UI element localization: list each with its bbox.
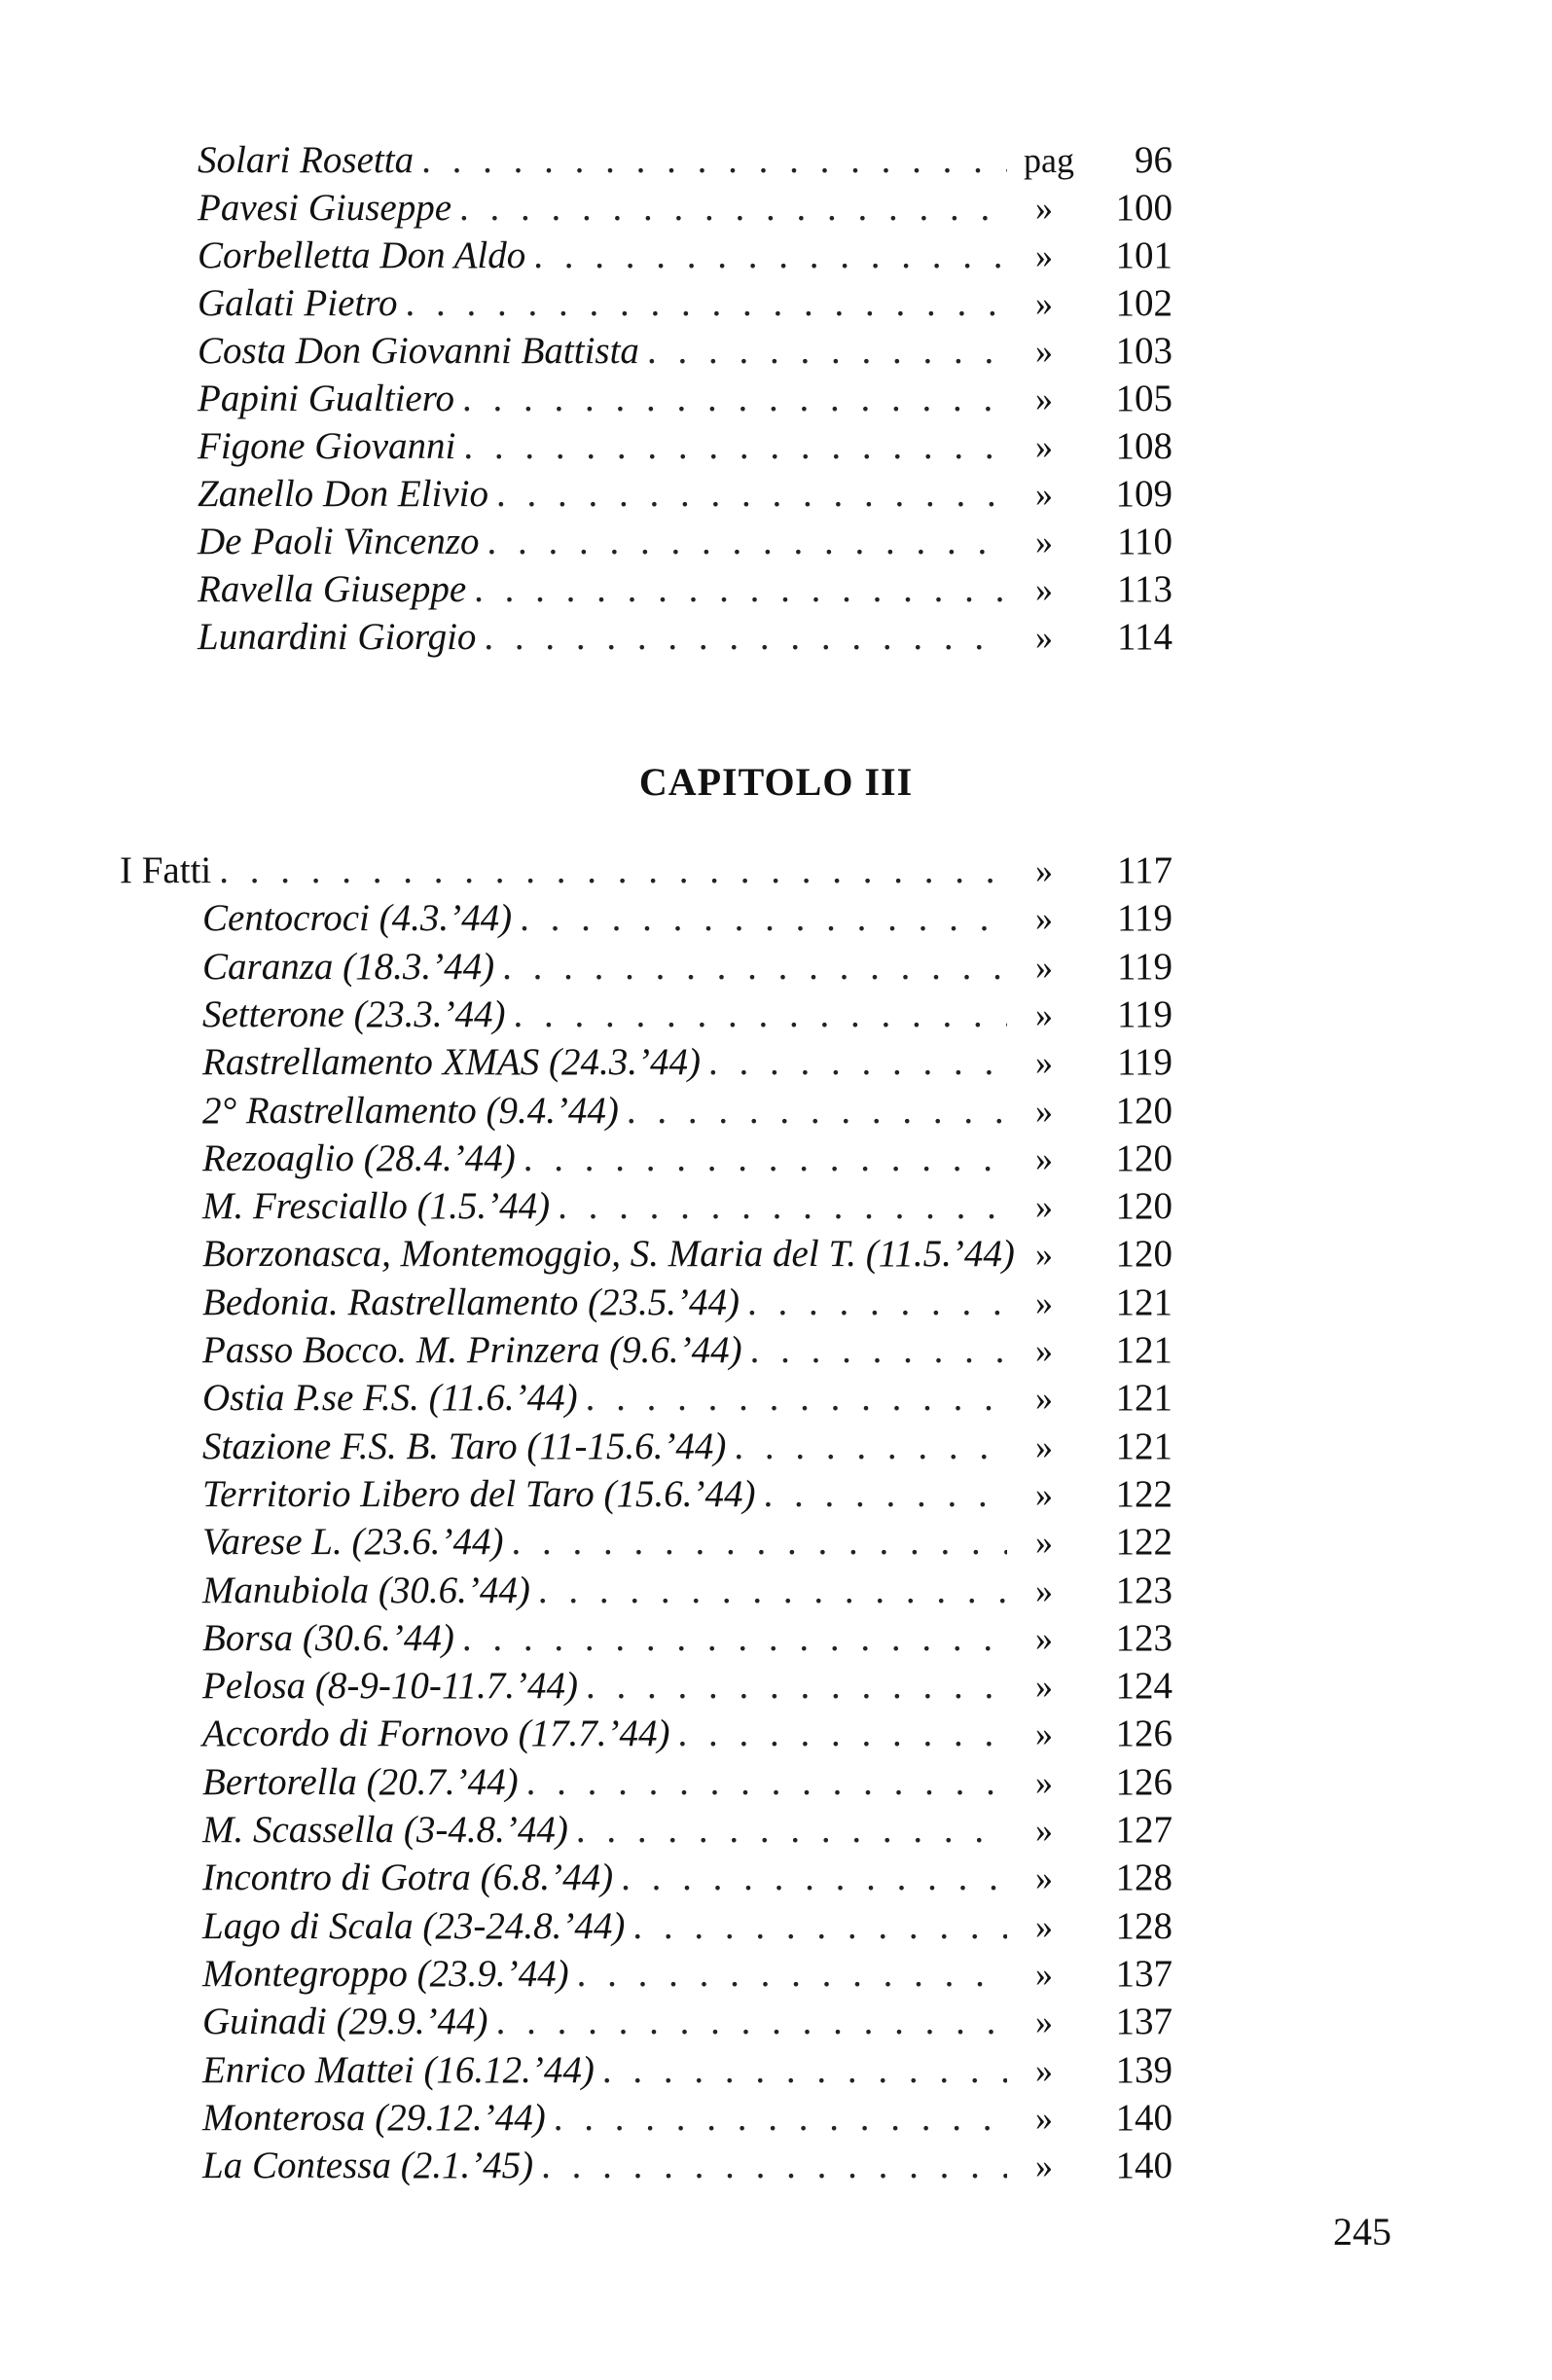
toc-entry-title: Galati Pietro [198,282,398,324]
toc-entry [202,2094,1187,2143]
dot-leader [734,1423,1007,1471]
toc-page-number: 128 [1115,1904,1173,1947]
toc-entry-title: Pelosa (8-9-10-11.7.’44) [202,1665,578,1708]
dot-leader [421,136,1007,185]
toc-page-number: 119 [1116,1041,1173,1084]
page-ref-marker: » [1035,1282,1053,1322]
dot-leader [708,1038,1007,1087]
toc-entry-title: Solari Rosetta [198,139,415,181]
toc-page-number: 120 [1115,1233,1173,1276]
toc-page-number: 140 [1115,2096,1173,2139]
toc-entry [198,279,1187,328]
toc-entry-title: Zanello Don Elivio [198,473,488,515]
toc-entry [202,1662,1187,1711]
dot-leader [219,847,1007,895]
toc-entry [202,1518,1187,1567]
toc-page-number: 139 [1115,2048,1173,2091]
toc-page-number: 120 [1115,1185,1173,1228]
toc-entry-title: Corbelletta Don Aldo [198,234,526,276]
page-ref-marker: » [1035,1474,1053,1514]
page-ref-marker: » [1035,1331,1053,1370]
toc-page-number: 119 [1116,945,1173,988]
toc-page-number: 96 [1135,139,1173,181]
toc-entry-title: Figone Giovanni [198,425,456,467]
dot-leader [474,565,1007,614]
page-ref-marker: » [1035,618,1053,657]
page-ref-marker: » [1035,379,1053,418]
toc-entry [202,1279,1187,1327]
page-ref-marker: » [1035,1954,1053,1994]
dot-leader [484,613,1007,662]
toc-entry-title: Incontro di Gotra (6.8.’44) [202,1857,614,1899]
toc-page-number: 124 [1115,1665,1173,1708]
dot-leader [462,1614,1007,1663]
page-ref-marker: » [1035,1523,1053,1563]
toc-page-number: 120 [1115,1136,1173,1179]
toc-entry [202,1806,1187,1855]
toc-entry [198,565,1187,614]
page-ref-marker: » [1035,1043,1053,1083]
toc-entry-title: Pavesi Giuseppe [198,187,452,229]
toc-page-number: 105 [1115,378,1173,419]
toc-page-number: 121 [1115,1280,1173,1323]
dot-leader [541,2142,1007,2190]
toc-entry [202,1950,1187,1999]
page-ref-marker: » [1035,1762,1053,1802]
toc-entry [198,184,1187,233]
toc-entry [198,470,1187,519]
dot-leader [487,518,1007,566]
toc-entry-title: M. Fresciallo (1.5.’44) [202,1185,551,1228]
toc-entry [202,894,1187,943]
dot-leader [627,1087,1007,1136]
chapter-heading: CAPITOLO III [638,760,914,804]
toc-entry [202,1374,1187,1423]
page-ref-marker: » [1035,2098,1053,2138]
page-ref-marker: » [1035,1235,1053,1275]
page-ref-marker: » [1035,475,1053,514]
toc-entry-title: Accordo di Fornovo (17.7.’44) [202,1713,670,1755]
toc-entry-title: Enrico Mattei (16.12.’44) [202,2048,595,2091]
toc-entry-title: Rastrellamento XMAS (24.3.’44) [202,1041,701,1084]
toc-entry-title: Territorio Libero del Taro (15.6.’44) [202,1472,756,1515]
page-ref-marker: » [1035,1667,1053,1707]
page-ref-marker: » [1035,1187,1053,1227]
toc-page-number: 103 [1115,330,1173,372]
toc-entry [202,1038,1187,1087]
toc-page-number: 110 [1116,521,1173,562]
toc-page-number: 113 [1116,568,1173,610]
toc-page-number: 121 [1115,1424,1173,1467]
toc-entry-title: I Fatti [120,849,212,891]
toc-page-number: 137 [1115,2001,1173,2043]
toc-entry [198,613,1187,662]
toc-entry-title: Bedonia. Rastrellamento (23.5.’44) [202,1280,740,1323]
dot-leader [576,1806,1007,1855]
page-ref-marker: » [1035,1858,1053,1898]
toc-entry-title: Montegroppo (23.9.’44) [202,1952,569,1995]
page-ref-marker: » [1035,994,1053,1034]
toc-entry [202,2142,1187,2190]
toc-entry-title: La Contessa (2.1.’45) [202,2145,534,2187]
page-ref-marker: » [1035,1138,1053,1178]
toc-entry [198,327,1187,376]
toc-entry [202,1854,1187,1902]
toc-page-number: 100 [1115,187,1173,229]
toc-entry [198,375,1187,423]
dot-leader [747,1279,1007,1327]
dot-leader [523,1135,1007,1183]
toc-entry [202,1614,1187,1663]
toc-entry [202,1470,1187,1519]
toc-entry-title: Centocroci (4.3.’44) [202,897,513,940]
page-ref-marker: » [1035,2146,1053,2186]
toc-entry-title: Lunardini Giorgio [198,616,477,658]
dot-leader [462,375,1007,423]
page-ref-marker: » [1035,851,1053,890]
dot-leader [514,991,1007,1039]
page-ref-marker: » [1035,570,1053,609]
dot-leader [602,2046,1007,2095]
dot-leader [496,470,1007,519]
toc-entry [120,847,1187,895]
toc-page-number: 127 [1115,1809,1173,1851]
toc-page-number: 109 [1115,473,1173,515]
page-ref-marker: » [1035,1906,1053,1946]
toc-entry-title: Papini Gualtiero [198,378,454,419]
toc-page-number: 123 [1115,1569,1173,1611]
toc-entry-title: Caranza (18.3.’44) [202,945,495,988]
toc-entry-title: 2° Rastrellamento (9.4.’44) [202,1089,619,1132]
toc-entry [202,1135,1187,1183]
page-ref-marker: » [1035,2002,1053,2042]
toc-entry [202,1423,1187,1471]
toc-page-number: 119 [1116,897,1173,940]
page-ref-marker: » [1035,1570,1053,1610]
toc-page-number: 121 [1115,1329,1173,1371]
dot-leader [502,943,1007,992]
dot-leader [763,1470,1007,1519]
page-ref-marker: » [1035,1618,1053,1658]
toc-page-number: 122 [1115,1472,1173,1515]
page-ref-marker: » [1035,236,1053,275]
dot-leader [511,1518,1007,1567]
page-number: 245 [1333,2210,1391,2254]
toc-entry-title: Ostia P.se F.S. (11.6.’44) [202,1377,578,1420]
toc-entry [202,943,1187,992]
toc-entry-title: Varese L. (23.6.’44) [202,1521,504,1564]
dot-leader [554,2094,1007,2143]
page-ref-marker: » [1035,1379,1053,1419]
dot-leader [750,1326,1007,1375]
toc-entry [198,232,1187,280]
page-ref-marker: » [1035,284,1053,323]
page-ref-marker: » [1035,427,1053,466]
toc-page-number: 108 [1115,425,1173,467]
toc-entry [202,991,1187,1039]
dot-leader [538,1567,1007,1615]
toc-entry [202,1710,1187,1758]
dot-leader [577,1950,1007,1999]
toc-page-number: 137 [1115,1952,1173,1995]
page-ref-marker: » [1035,523,1053,561]
toc-page-number: 119 [1116,992,1173,1035]
toc-entry [198,422,1187,471]
toc-entry [202,1902,1187,1951]
toc-page-number: 126 [1115,1713,1173,1755]
toc-entry-title: Setterone (23.3.’44) [202,992,506,1035]
page-ref-marker: » [1035,899,1053,939]
dot-leader [586,1662,1007,1711]
toc-entry-title: Bertorella (20.7.’44) [202,1760,519,1803]
toc-entry [202,1758,1187,1807]
dot-leader [647,327,1007,376]
toc-page-number: 101 [1115,234,1173,276]
toc-page-number: 120 [1115,1089,1173,1132]
dot-leader [533,232,1007,280]
toc-entry [202,1567,1187,1615]
dot-leader [405,279,1007,328]
toc-entry-title: Guinadi (29.9.’44) [202,2001,488,2043]
page-ref-marker: » [1035,947,1053,987]
toc-entry-title: Passo Bocco. M. Prinzera (9.6.’44) [202,1329,742,1371]
page-ref-marker: pag [1024,141,1074,180]
toc-page-number: 128 [1115,1857,1173,1899]
toc-entry-title: M. Scassella (3-4.8.’44) [202,1809,568,1851]
toc-entry-title: Costa Don Giovanni Battista [198,330,639,372]
toc-entry-title: Manubiola (30.6.’44) [202,1569,530,1611]
page-ref-marker: » [1035,332,1053,371]
toc-entry [202,1326,1187,1375]
dot-leader [678,1710,1007,1758]
toc-page-number: 123 [1115,1616,1173,1659]
toc-page-number: 126 [1115,1760,1173,1803]
toc-entry-title: Borzonasca, Montemoggio, S. Maria del T. (11.5.’44) [202,1233,1015,1276]
dot-leader [520,894,1007,943]
page-ref-marker: » [1035,189,1053,228]
dot-leader [632,1902,1007,1951]
toc-entry [198,136,1187,185]
toc-entry [202,2046,1187,2095]
page-ref-marker: » [1035,1426,1053,1466]
page-ref-marker: » [1035,2050,1053,2090]
toc-entry [198,518,1187,566]
page-ref-marker: » [1035,1091,1053,1131]
dot-leader [463,422,1007,471]
toc-entry-title: De Paoli Vincenzo [198,521,480,562]
dot-leader [526,1758,1007,1807]
toc-entry-title: Rezoaglio (28.4.’44) [202,1136,516,1179]
toc-page-number: 117 [1116,849,1173,891]
dot-leader [459,184,1007,233]
dot-leader [496,1998,1007,2046]
page-ref-marker: » [1035,1714,1053,1754]
dot-leader [621,1854,1007,1902]
toc-entry-title: Lago di Scala (23-24.8.’44) [202,1904,626,1947]
toc-page-number: 102 [1115,282,1173,324]
toc-entry-title: Borsa (30.6.’44) [202,1616,454,1659]
toc-page-number: 121 [1115,1377,1173,1420]
toc-entry [202,1087,1187,1136]
toc-entry [202,1998,1187,2046]
page-ref-marker: » [1035,1811,1053,1850]
toc-entry-title: Monterosa (29.12.’44) [202,2096,546,2139]
toc-entry-title: Stazione F.S. B. Taro (11-15.6.’44) [202,1424,727,1467]
dot-leader [586,1374,1007,1423]
toc-page-number: 122 [1115,1521,1173,1564]
toc-page-number: 140 [1115,2145,1173,2187]
toc-entry [202,1182,1187,1231]
toc-entry [202,1230,1187,1279]
toc-page-number: 114 [1116,616,1173,658]
toc-entry-title: Ravella Giuseppe [198,568,467,610]
dot-leader [558,1182,1007,1231]
